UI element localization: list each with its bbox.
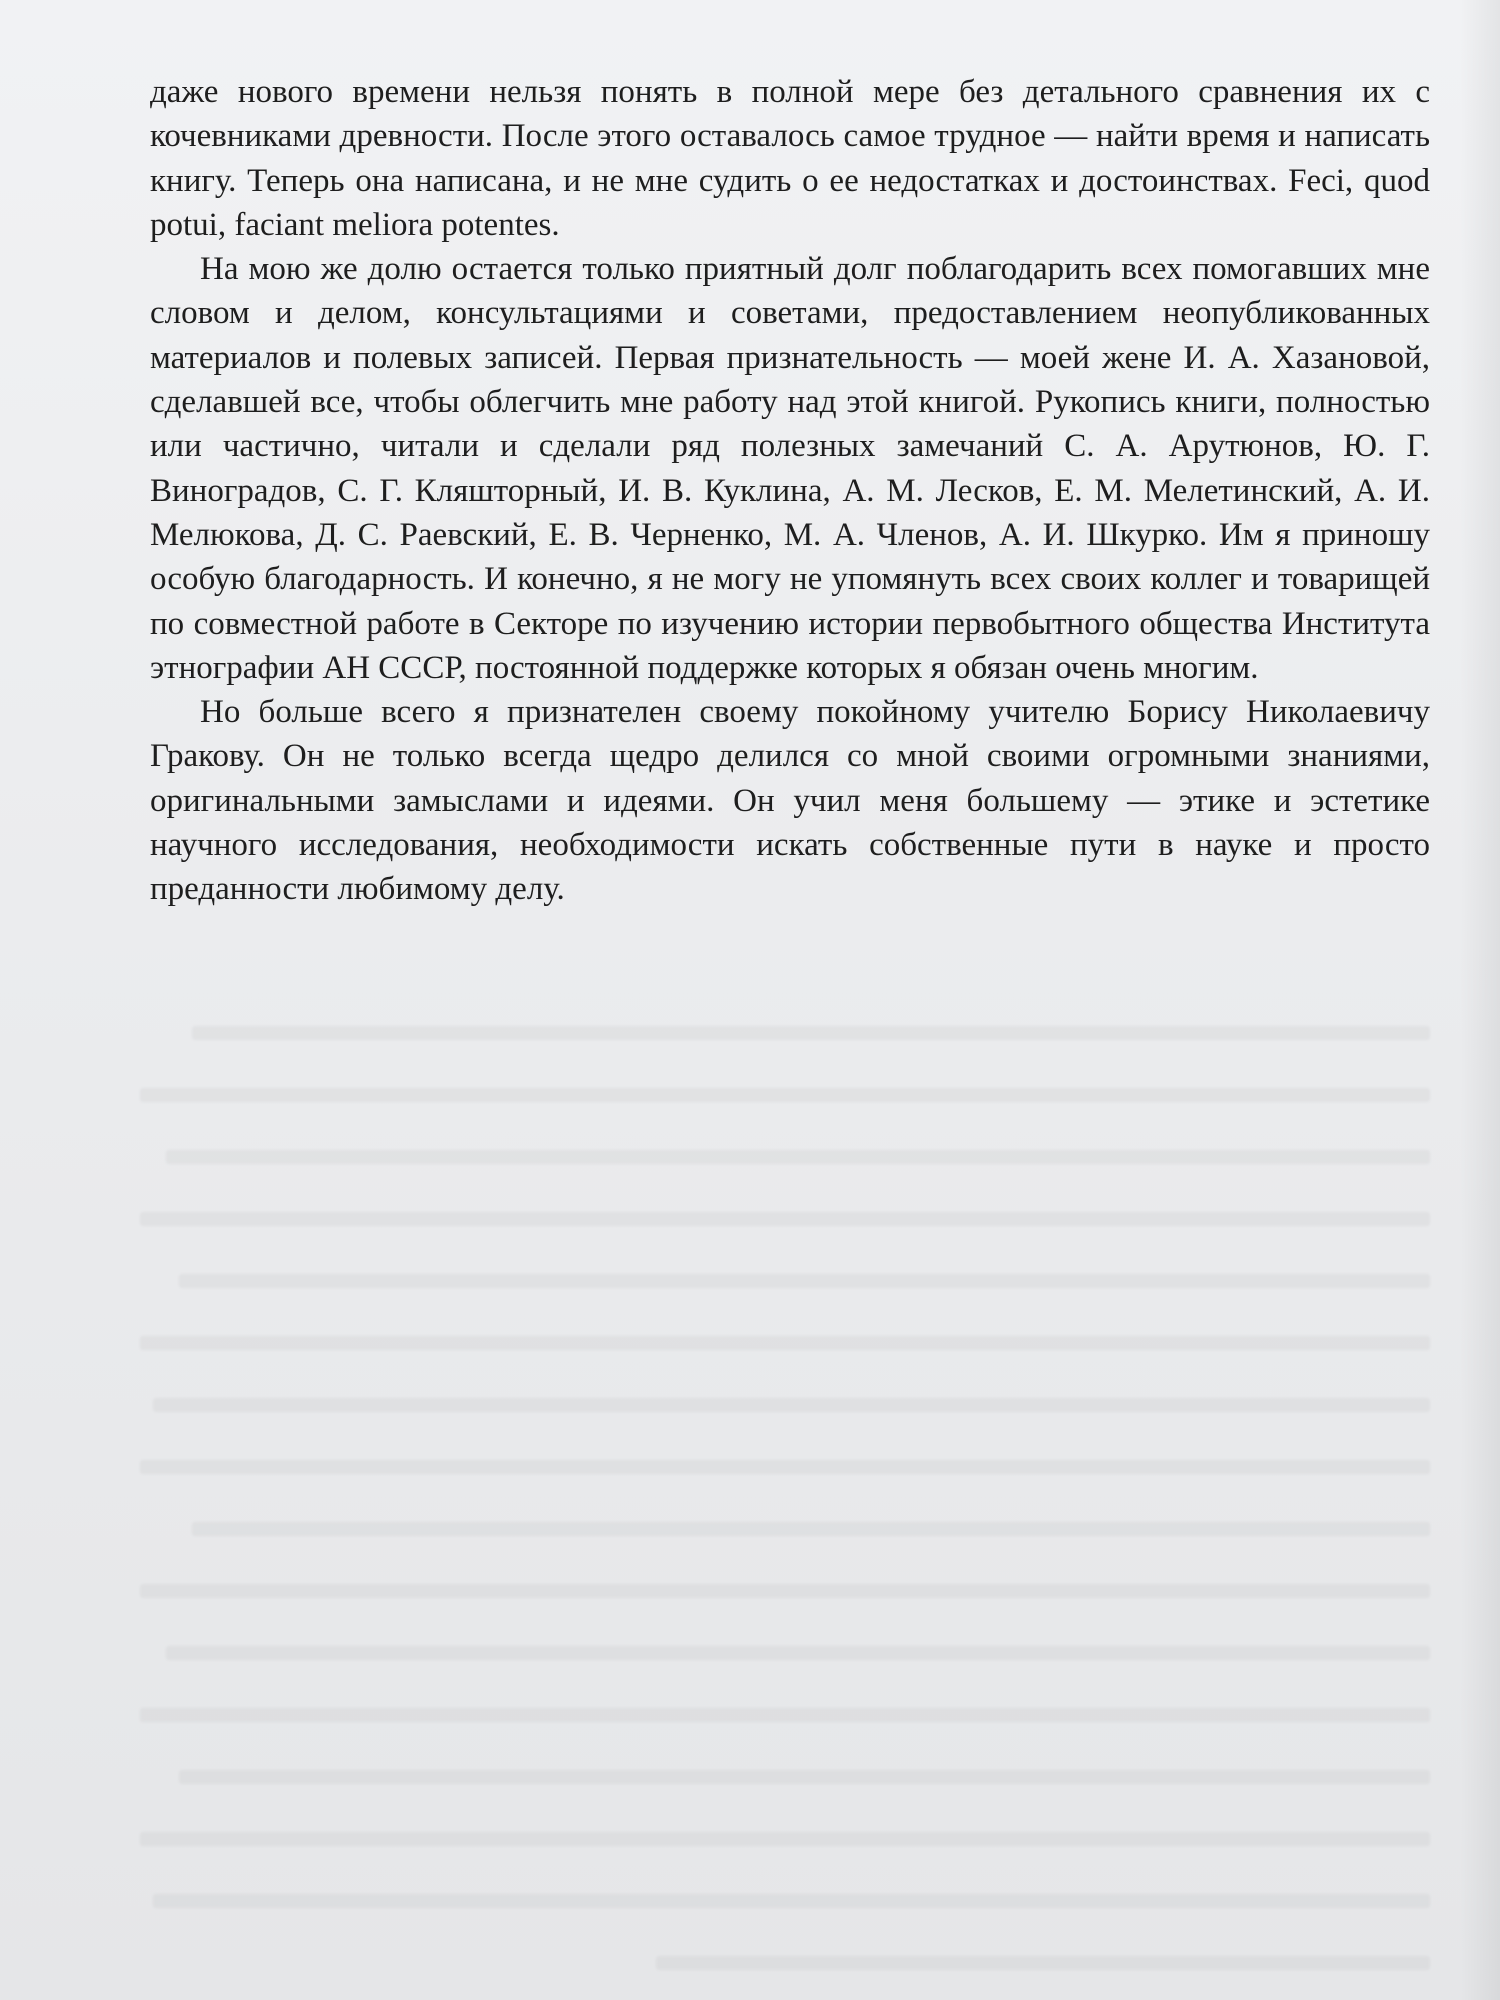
main-text [150,70,1430,912]
paragraph-intro-end: даже нового времени нельзя понять в полной мере без детального сравнения их с кочевниками древности. После этого оставалось самое трудное — найти время и написать книгу. Теперь она написана, и не мне судить о ее недостатках и достоинствах. Feci, quod potui, faciant meliora potentes. [150,74,1430,243]
paragraph-teacher-dedication: Но больше всего я признателен своему покойному учителю Борису Николаевичу Гракову. Он не только всегда щедро делился со мной своими огромными знаниями, оригинальными замыслами и идеями. Он учил меня большему — этике и эстетике научного исследования, необходимости искать собственные пути в науке и просто преданности любимому делу. [150,694,1430,908]
paragraph-acknowledgements: На мою же долю остается только приятный долг поблагодарить всех помогавших мне словом и делом, консультациями и советами, предоставлением неопубликованных материалов и полевых записей. Первая признательность — моей жене И. А. Хазановой, сделавшей все, чтобы облегчить мне работу над этой книгой. Рукопись книги, полностью или частично, читали и сделали ряд полезных замечаний С. А. Арутюнов, Ю. Г. Виноградов, С. Г. Кляшторный, И. В. Куклина, А. М. Лесков, Е. М. Мелетинский, А. И. Мелюкова, Д. С. Раевский, Е. В. Черненко, М. А. Членов, А. И. Шкурко. Им я приношу особую благодарность. И конечно, я не могу не упомянуть всех своих коллег и товарищей по совместной работе в Секторе по изучению истории первобытного общества Института этнографии АН СССР, постоянной поддержке которых я обязан очень многим. [150,251,1430,686]
bleed-through-text [140,1010,1430,2000]
